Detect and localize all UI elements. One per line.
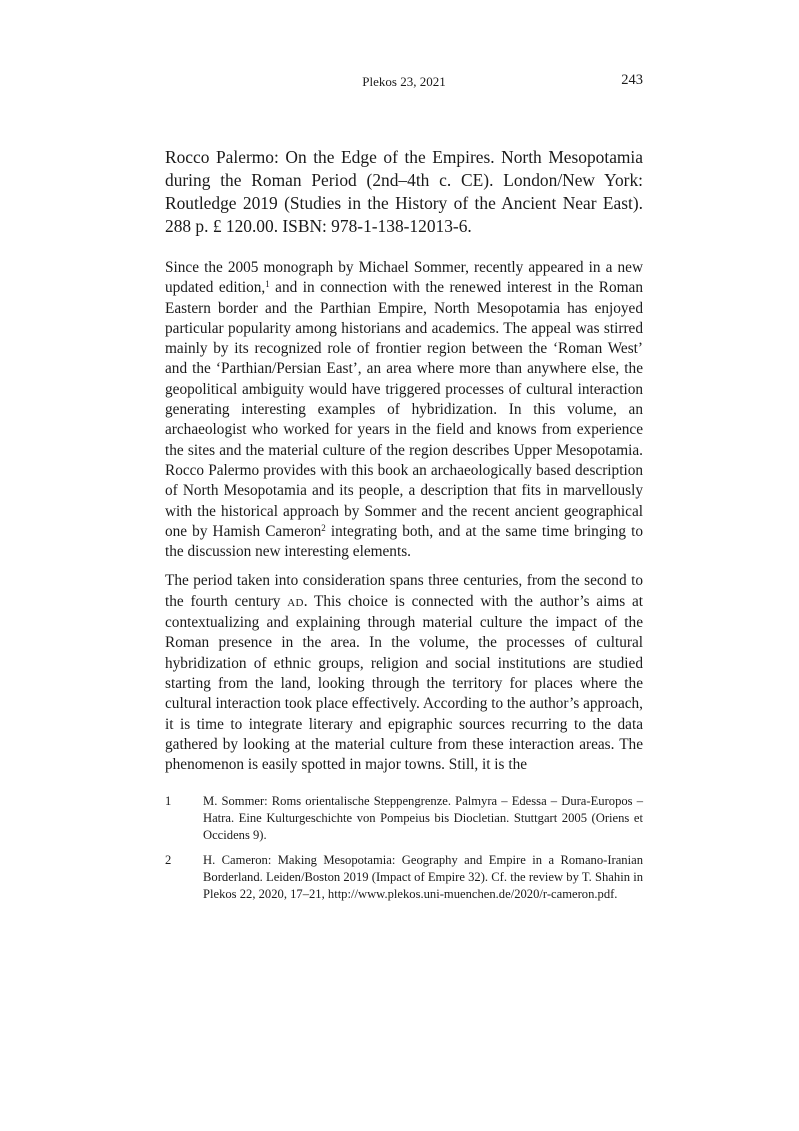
paragraph-1 xyxy=(165,258,643,562)
footnote-2-text: H. Cameron: Making Mesopotamia: Geography and Empire in a Romano-Iranian Borderland. Leiden/Boston 2019 (Impact of Empire 32). Cf. the review by T. Shahin in Plekos 22, 2020, 17–21, http://www.plekos.uni-muenchen.de/2020/r-cameron.pdf. xyxy=(203,852,643,902)
review-title: Rocco Palermo: On the Edge of the Empires. North Mesopotamia during the Roman Period (2nd–4th c. CE). London/New York: Routledge 2019 (Studies in the History of the Ancient Near East). 288 p. £ 120.00. ISBN: 978-1-138-12013-6. xyxy=(165,147,643,236)
paragraph-2 xyxy=(165,571,643,775)
review-body xyxy=(165,146,643,784)
paragraph-1-text-c: integrating both, and at the same time bringing to the discussion new interesting elements. xyxy=(165,522,643,561)
footnotes xyxy=(165,793,643,910)
paragraph-1-text-b: and in connection with the renewed interest in the Roman Eastern border and the Parthian Empire, North Mesopotamia has enjoyed particular popularity among historians and academics. The appeal was stirred mainly by its recognized role of frontier region between the ‘Roman West’ and the ‘Parthian/Persian East’, an area where more than anywhere else, the geopolitical ambiguity would have triggered processes of cultural interaction generating interesting examples of hybridization. In this volume, an archaeologist who worked for years in the field and knows from experience the sites and the material culture of the region describes Upper Mesopotamia. Rocco Palermo provides with this book an archaeologically based description of North Mesopotamia and its people, a description that fits in marvellously with the historical approach by Sommer and the recent ancient geographical one by Hamish Cameron xyxy=(165,279,643,540)
footnote-2-number: 2 xyxy=(165,852,172,867)
footnote-ref-1[interactable]: 1 xyxy=(265,279,270,290)
footnote-1-text: M. Sommer: Roms orientalische Steppengrenze. Palmyra – Edessa – Dura-Europos – Hatra. Eine Kulturgeschichte von Pompeius bis Diocletian. Stuttgart 2005 (Oriens et Occidens 9). xyxy=(203,794,643,843)
page-header xyxy=(165,72,643,92)
journal-running-head: Plekos 23, 2021 xyxy=(362,74,446,89)
footnote-1-number: 1 xyxy=(165,794,172,808)
era-abbreviation: AD xyxy=(287,596,304,609)
footnote-1 xyxy=(165,793,643,845)
footnote-ref-2[interactable]: 2 xyxy=(321,522,326,533)
paragraph-2-text-a: The period taken into consideration spans three centuries, from the second to the fourth century xyxy=(165,572,643,610)
paragraph-2-text-b: . This choice is connected with the author’s aims at contextualizing and explaining through material culture the impact of the Roman presence in the area. In the volume, the processes of cultural hybridization of ethnic groups, religion and social institutions are studied starting from the land, looking through the territory for places where the cultural interaction took place effectively. According to the author’s approach, it is time to integrate literary and epigraphic sources recurring to the data gathered by looking at the material culture from these interaction areas. The phenomenon is easily spotted in major towns. Still, it is the xyxy=(165,592,643,774)
footnote-2 xyxy=(165,852,643,904)
page-number: 243 xyxy=(621,72,643,88)
paragraph-1-text-a: Since the 2005 monograph by Michael Sommer, recently appeared in a new updated edition, xyxy=(165,259,643,297)
